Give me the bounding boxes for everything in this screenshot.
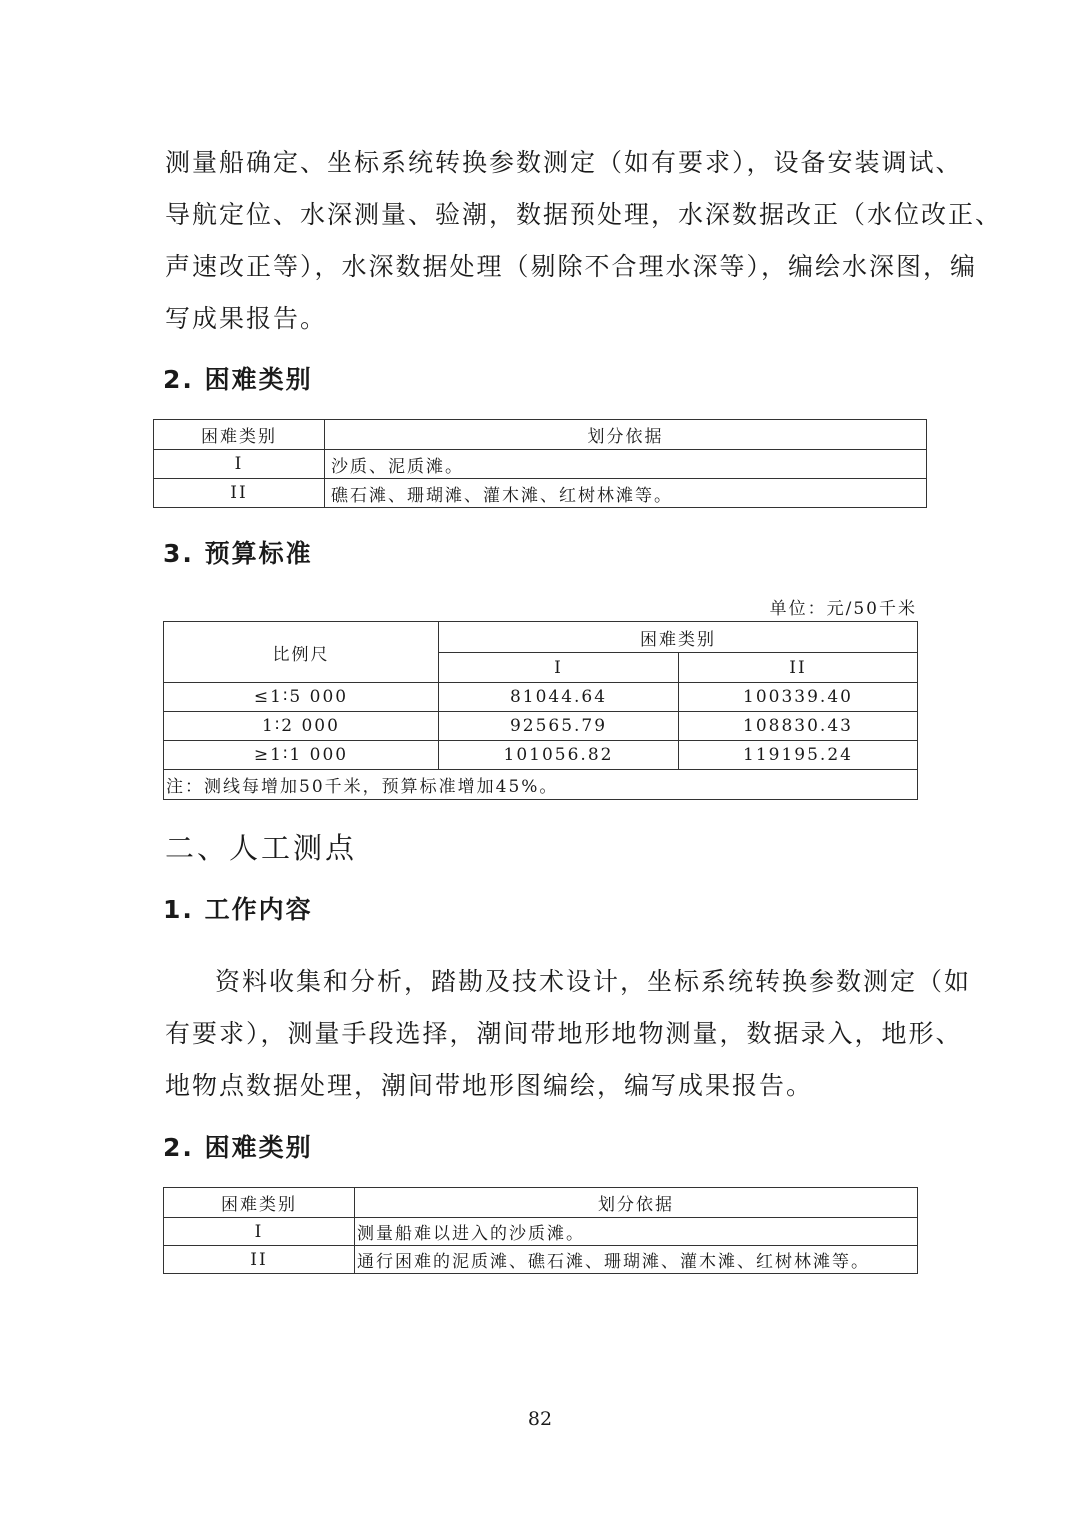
table-cell: II (154, 479, 325, 508)
scale-cell: ≥1∶1 000 (164, 741, 439, 770)
table-cell: 测量船难以进入的沙质滩。 (355, 1218, 918, 1246)
intro-line: 测量船确定、坐标系统转换参数测定（如有要求），设备安装调试、 (165, 148, 963, 177)
difficulty-header: 困难类别 (439, 622, 918, 653)
intro-line: 导航定位、水深测量、验潮，数据预处理，水深数据改正（水位改正、 (165, 200, 1003, 229)
table-cell: I (154, 450, 325, 479)
difficulty-heading: 2. 困难类别 (163, 365, 313, 394)
scale-cell: ≤1∶5 000 (164, 683, 439, 712)
work-line: 地物点数据处理，潮间带地形图编绘，编写成果报告。 (165, 1071, 814, 1100)
table-header: 划分依据 (325, 420, 927, 450)
difficulty-table-2 (163, 1187, 918, 1274)
intro-line: 声速改正等），水深数据处理（剔除不合理水深等），编绘水深图，编 (165, 252, 978, 281)
budget-table (163, 621, 918, 800)
value-cell: 81044.64 (439, 683, 679, 712)
table-cell: 通行困难的泥质滩、礁石滩、珊瑚滩、灌木滩、红树林滩等。 (355, 1246, 918, 1274)
intro-line: 写成果报告。 (165, 304, 328, 333)
section-title: 二、人工测点 (165, 831, 358, 865)
table-cell: II (164, 1246, 355, 1274)
table-cell: 礁石滩、珊瑚滩、灌木滩、红树林滩等。 (325, 479, 927, 508)
work-paragraph (165, 956, 972, 1112)
table-cell: I (164, 1218, 355, 1246)
value-cell: 119195.24 (679, 741, 918, 770)
table-cell: 沙质、泥质滩。 (325, 450, 927, 479)
table-header: 划分依据 (355, 1188, 918, 1218)
table-header: 困难类别 (164, 1188, 355, 1218)
unit-label: 单位：元/50千米 (769, 599, 917, 619)
value-cell: 92565.79 (439, 712, 679, 741)
cat-header: I (439, 653, 679, 683)
budget-heading: 3. 预算标准 (163, 539, 313, 568)
table-header: 困难类别 (154, 420, 325, 450)
work-heading: 1. 工作内容 (163, 895, 313, 924)
value-cell: 108830.43 (679, 712, 918, 741)
intro-paragraph (165, 137, 1003, 345)
page-number: 82 (527, 1408, 553, 1430)
work-line: 资料收集和分析，踏勘及技术设计，坐标系统转换参数测定（如 (215, 967, 972, 996)
scale-cell: 1∶2 000 (164, 712, 439, 741)
value-cell: 101056.82 (439, 741, 679, 770)
scale-header: 比例尺 (164, 622, 439, 683)
table-note: 注：测线每增加50千米，预算标准增加45%。 (164, 770, 918, 800)
cat-header: II (679, 653, 918, 683)
value-cell: 100339.40 (679, 683, 918, 712)
difficulty-table (153, 419, 927, 508)
difficulty-heading-2: 2. 困难类别 (163, 1133, 313, 1162)
work-line: 有要求），测量手段选择，潮间带地形地物测量，数据录入，地形、 (165, 1019, 963, 1048)
